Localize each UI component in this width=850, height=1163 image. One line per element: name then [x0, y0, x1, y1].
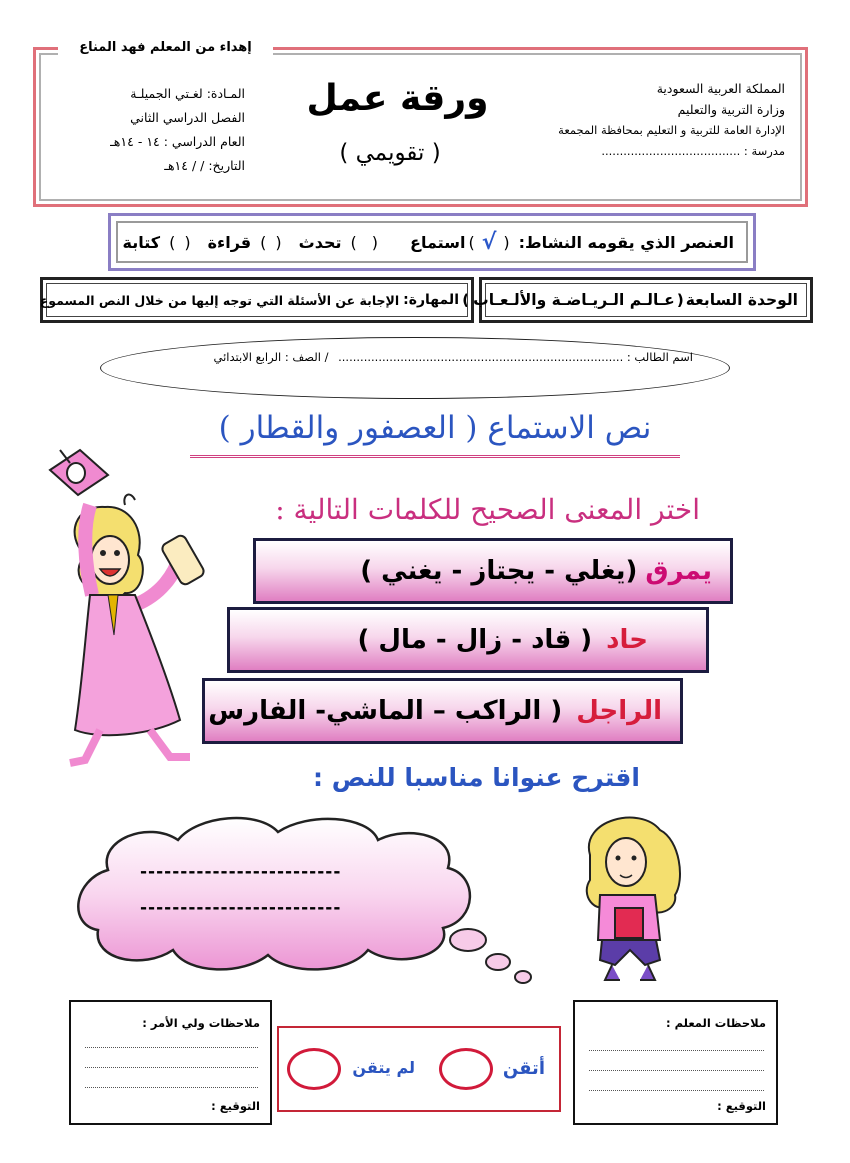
graduate-girl-illustration: [30, 445, 230, 770]
worksheet-subtitle: ( تقويمي ): [339, 140, 441, 166]
word-2-options[interactable]: ( قاد - زال - مال ): [357, 625, 593, 655]
skill-text: الإجابة عن الأسئلة التي توجه إليها من خلال النص المسموع: [39, 292, 400, 308]
header-left: [55, 82, 245, 178]
header-right: [560, 78, 785, 162]
not-mastered-label: لم يتقن: [352, 1058, 415, 1077]
student-info-oval: [100, 337, 730, 399]
teacher-notes-line-2[interactable]: [589, 1070, 764, 1071]
parent-signature-label: التوقيع :: [211, 1099, 260, 1113]
unit-box: الوحدة السابعة ( عـالـم الـريـاضـة والألـعـاب ): [479, 277, 813, 323]
school-line: مدرسة : ......................................: [601, 144, 785, 158]
listening-text-title: نص الاستماع ( العصفور والقطار ): [190, 410, 680, 458]
activity-reading: قراءة: [207, 232, 252, 252]
teacher-notes-line-3[interactable]: [589, 1090, 764, 1091]
student-name-field[interactable]: اسم الطالب : ..............................................................................: [338, 350, 693, 364]
parent-notes-box: [69, 1000, 272, 1125]
subject-line: المـادة: لغـتي الجميلـة: [130, 86, 245, 101]
date-line: التاريخ: / / ١٤هـ: [164, 158, 245, 173]
mastered-circle[interactable]: [439, 1048, 493, 1090]
activity-listening: استماع: [410, 232, 466, 252]
mastered-label: أتقن: [502, 1058, 545, 1079]
choose-meaning-title: اختر المعنى الصحيح للكلمات التالية :: [275, 493, 700, 526]
answer-line-1[interactable]: -------------------------: [140, 862, 342, 882]
parent-notes-line-1[interactable]: [85, 1047, 258, 1048]
skill-box: [40, 277, 474, 323]
word-3: الراجل: [576, 696, 662, 726]
teacher-signature-label: التوقيع :: [717, 1099, 766, 1113]
teacher-notes-line-1[interactable]: [589, 1050, 764, 1051]
word-3-options[interactable]: ( الراكب – الماشي- الفارس: [208, 696, 563, 726]
skill-label: المهارة:: [403, 292, 459, 308]
word-box-3: [202, 678, 683, 744]
ministry-line: وزارة التربية والتعليم: [677, 102, 785, 117]
unit-label: الوحدة السابعة: [685, 291, 798, 309]
answer-line-2[interactable]: -------------------------: [140, 898, 342, 918]
teacher-notes-label: ملاحظات المعلم :: [666, 1016, 766, 1030]
activity-writing: كتابة: [122, 232, 161, 252]
activity-speaking: تحدث: [298, 232, 342, 252]
girl-with-book-illustration: [560, 800, 710, 985]
checkmark-icon: √: [481, 229, 497, 255]
kingdom-line: المملكة العربية السعودية: [656, 81, 785, 96]
word-box-1: [253, 538, 733, 604]
word-1-options[interactable]: (يغلي - يجتاز - يغني ): [360, 556, 638, 586]
parent-notes-line-2[interactable]: [85, 1067, 258, 1068]
directorate-line: الإدارة العامة للتربية و التعليم بمحافظة المجمعة: [558, 123, 785, 137]
dedication-text: إهداء من المعلم فهد المناع: [58, 35, 273, 61]
word-2: حاد: [606, 625, 648, 655]
parent-notes-line-3[interactable]: [85, 1087, 258, 1088]
year-line: العام الدراسي : ١٤ - ١٤هـ: [110, 134, 245, 149]
semester-line: الفصل الدراسي الثاني: [130, 110, 245, 125]
assessment-box: [277, 1026, 561, 1112]
word-box-2: [227, 607, 709, 673]
teacher-notes-box: [573, 1000, 778, 1125]
activity-label: العنصر الذي يقومه النشاط:: [518, 232, 734, 252]
word-1: يمرق: [645, 556, 712, 586]
not-mastered-circle[interactable]: [287, 1048, 341, 1090]
suggest-title-prompt: اقترح عنوانا مناسبا للنص :: [313, 763, 640, 792]
parent-notes-label: ملاحظات ولي الأمر :: [142, 1016, 260, 1030]
activity-box: العنصر الذي يقومه النشاط: ( √ ) استماع ( ) تحدث ( ) قراءة ( ) كتابة: [108, 213, 756, 271]
worksheet-title: ورقة عمل: [306, 78, 489, 119]
grade-label: / الصف : الرابع الابتدائي: [213, 350, 329, 364]
unit-name: عـالـم الـريـاضـة والألـعـاب: [473, 291, 675, 309]
